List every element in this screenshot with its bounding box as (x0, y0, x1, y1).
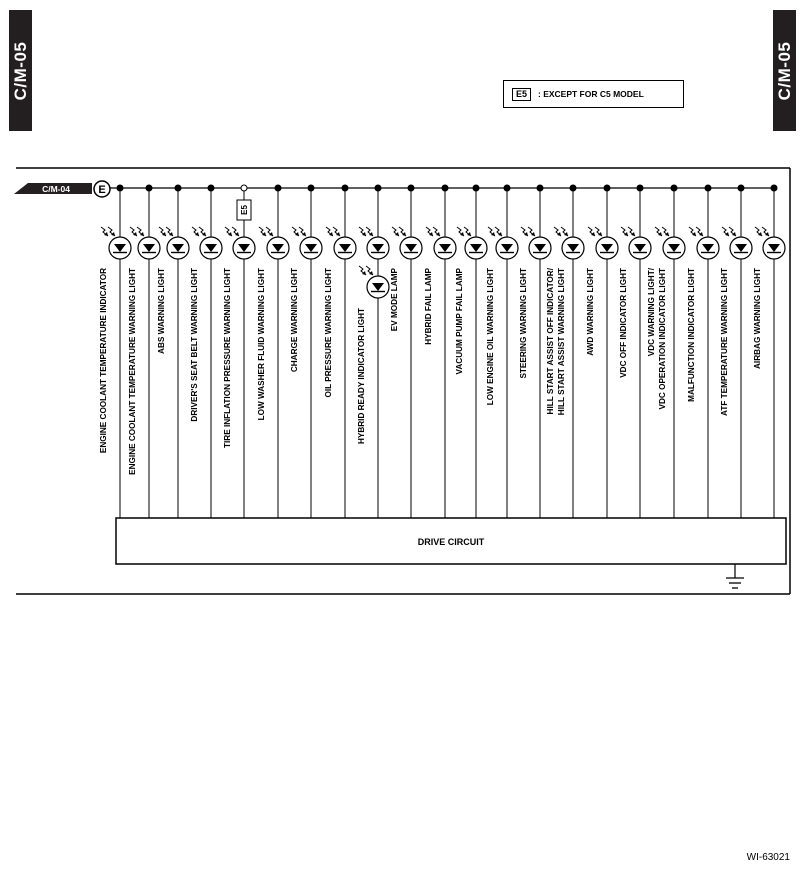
lamp-label-5: TIRE INFLATION PRESSURE WARNING LIGHT (223, 268, 232, 448)
figure-id: WI-63021 (746, 852, 790, 863)
light-ray-head-12-0 (460, 232, 464, 236)
light-ray-head-1-0 (104, 232, 108, 236)
drive-circuit-label: DRIVE CIRCUIT (417, 537, 485, 547)
junction-dot-7 (308, 185, 315, 192)
lamp-label-17: VDC OFF INDICATOR LIGHT (619, 268, 628, 378)
lamp-16 (586, 185, 618, 519)
light-ray-head-5-1 (235, 232, 239, 236)
lamp-9 (357, 185, 389, 519)
light-ray-head-9b-1 (369, 271, 373, 275)
lamp-21 (753, 185, 785, 519)
lamp-1 (99, 185, 131, 519)
lamp-group (99, 185, 785, 519)
light-ray-head-4-0 (195, 232, 199, 236)
light-ray-head-20-1 (732, 232, 736, 236)
light-ray-head-14-0 (524, 232, 528, 236)
light-ray-head-9-0 (362, 232, 366, 236)
light-ray-head-3-0 (162, 232, 166, 236)
lamp-label-16: AWD WARNING LIGHT (586, 268, 595, 356)
lamp-6 (257, 185, 289, 519)
light-ray-head-13-0 (491, 232, 495, 236)
lamp-label-19: MALFUNCTION INDICATOR LIGHT (687, 268, 696, 402)
lamp-label-13: LOW ENGINE OIL WARNING LIGHT (486, 268, 495, 406)
lamp-label-4: DRIVER'S SEAT BELT WARNING LIGHT (190, 268, 199, 422)
light-ray-head-12-1 (467, 232, 471, 236)
lamp-label-14: STEERING WARNING LIGHT (519, 268, 528, 379)
light-ray-head-6-1 (269, 232, 273, 236)
light-ray-head-18-0 (658, 232, 662, 236)
open-junction-5 (241, 185, 247, 191)
light-ray-head-11-0 (429, 232, 433, 236)
light-ray-head-19-0 (692, 232, 696, 236)
lamp-label-20: ATF TEMPERATURE WARNING LIGHT (720, 268, 729, 416)
lamp-label-21: AIRBAG WARNING LIGHT (753, 268, 762, 369)
light-ray-head-2-1 (140, 232, 144, 236)
light-ray-head-16-0 (591, 232, 595, 236)
light-ray-head-10-1 (402, 232, 406, 236)
light-ray-head-19-1 (699, 232, 703, 236)
light-ray-head-9b-0 (362, 271, 366, 275)
light-ray-head-13-1 (498, 232, 502, 236)
junction-dot-19 (705, 185, 712, 192)
drive-circuit (116, 518, 786, 564)
note-tag-label-5: E5 (240, 205, 249, 215)
lamp-5 (223, 185, 255, 518)
lamp-20 (720, 185, 752, 519)
light-ray-head-15-0 (557, 232, 561, 236)
light-ray-head-2-0 (133, 232, 137, 236)
light-ray-head-14-1 (531, 232, 535, 236)
junction-dot-10 (408, 185, 415, 192)
junction-dot-8 (342, 185, 349, 192)
ground-symbol (726, 564, 744, 588)
light-ray-head-15-1 (564, 232, 568, 236)
light-ray-head-16-1 (598, 232, 602, 236)
lamp-10 (390, 185, 422, 519)
junction-dot-6 (275, 185, 282, 192)
lamp-7 (290, 185, 322, 519)
connector-ref-label: C/M-04 (42, 184, 70, 194)
junction-dot-2 (146, 185, 153, 192)
light-ray-head-8-0 (329, 232, 333, 236)
lamp-8 (324, 185, 356, 519)
lamp-4 (190, 185, 222, 519)
light-ray-head-1-1 (111, 232, 115, 236)
junction-dot-14 (537, 185, 544, 192)
light-ray-head-9-1 (369, 232, 373, 236)
light-ray-head-3-1 (169, 232, 173, 236)
lamp-label-15-2: HILL START ASSIST WARNING LIGHT (557, 268, 566, 416)
junction-dot-20 (738, 185, 745, 192)
light-ray-head-21-1 (765, 232, 769, 236)
junction-dot-21 (771, 185, 778, 192)
section-tab-right-label: C/M-05 (774, 41, 794, 100)
legend-text: : EXCEPT FOR C5 MODEL (538, 89, 644, 99)
lamp-13 (486, 185, 518, 519)
junction-dot-1 (117, 185, 124, 192)
light-ray-head-5-0 (228, 232, 232, 236)
lamp-3 (157, 185, 189, 519)
light-ray-head-6-0 (262, 232, 266, 236)
lamp-11 (424, 185, 456, 519)
lamp-label-1: ENGINE COOLANT TEMPERATURE INDICATOR (99, 268, 108, 454)
light-ray-head-17-1 (631, 232, 635, 236)
lamp-label-9: HYBRID READY INDICATOR LIGHT (357, 308, 366, 445)
light-ray-head-7-1 (302, 232, 306, 236)
light-ray-head-11-1 (436, 232, 440, 236)
junction-dot-13 (504, 185, 511, 192)
lamp-label-3: ABS WARNING LIGHT (157, 268, 166, 354)
light-ray-head-17-0 (624, 232, 628, 236)
lamp-label-12: VACUUM PUMP FAIL LAMP (455, 268, 464, 375)
lamp-label-18-2: VDC OPERATION INDICATOR LIGHT (658, 268, 667, 410)
connector-c-m-04 (14, 181, 774, 197)
junction-dot-12 (473, 185, 480, 192)
lamp-12 (455, 185, 487, 519)
junction-dot-17 (637, 185, 644, 192)
legend-code: E5 (512, 88, 531, 101)
light-ray-head-7-0 (295, 232, 299, 236)
lamp-label-6: LOW WASHER FLUID WARNING LIGHT (257, 268, 266, 421)
junction-dot-9 (375, 185, 382, 192)
lamp-label-2: ENGINE COOLANT TEMPERATURE WARNING LIGHT (128, 268, 137, 475)
lamp-19 (687, 185, 719, 519)
lamp-label-8: OIL PRESSURE WARNING LIGHT (324, 268, 333, 398)
junction-dot-4 (208, 185, 215, 192)
light-ray-head-4-1 (202, 232, 206, 236)
light-ray-head-20-0 (725, 232, 729, 236)
light-ray-head-8-1 (336, 232, 340, 236)
lamp-15 (546, 185, 584, 519)
lamp-label-7: CHARGE WARNING LIGHT (290, 268, 299, 373)
junction-dot-11 (442, 185, 449, 192)
lamp-2 (128, 185, 160, 519)
junction-dot-16 (604, 185, 611, 192)
lamp-label-15-1: HILL START ASSIST OFF INDICATOR/ (546, 268, 555, 415)
light-ray-head-10-0 (395, 232, 399, 236)
light-ray-head-21-0 (758, 232, 762, 236)
junction-dot-18 (671, 185, 678, 192)
lamp-18 (647, 185, 685, 519)
connector-letter: E (98, 184, 106, 196)
junction-dot-3 (175, 185, 182, 192)
lamp-label-18-1: VDC WARNING LIGHT/ (647, 268, 656, 357)
light-ray-head-18-1 (665, 232, 669, 236)
lamp-label-11: HYBRID FAIL LAMP (424, 268, 433, 345)
section-tab-left-label: C/M-05 (10, 41, 30, 100)
junction-dot-15 (570, 185, 577, 192)
lamp-label-10: EV MODE LAMP (390, 268, 399, 332)
